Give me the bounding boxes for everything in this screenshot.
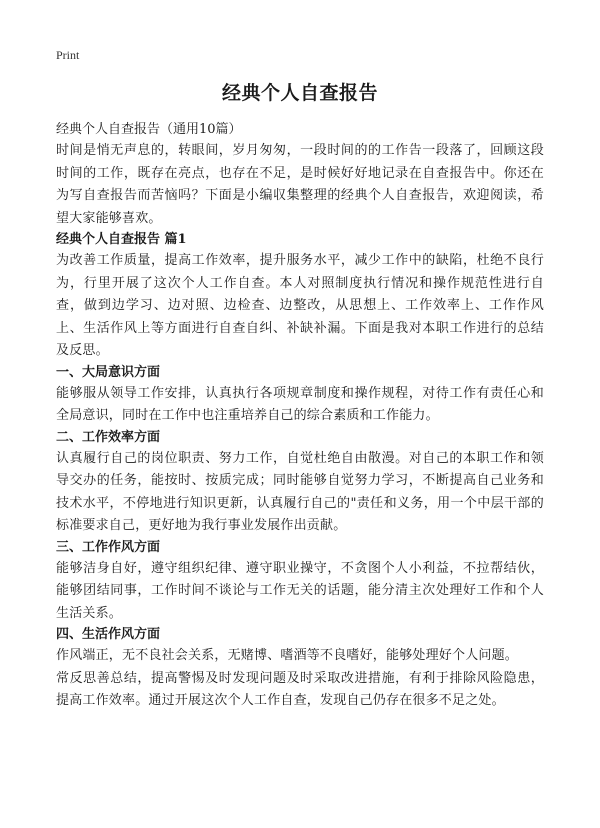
section-heading-big-picture: 一、大局意识方面 [56, 364, 161, 380]
section-paragraph: 能够洁身自好，遵守组织纪律、遵守职业操守，不贪图个人小利益，不拉帮结伙，能够团结同事，工作时间不谈论与工作无关的话题，能分清主次处理好工作和个人生活关系。 [56, 560, 544, 621]
article-lead-paragraph: 为改善工作质量，提高工作效率，提升服务水平，减少工作中的缺陷，杜绝不良行为，行里开展了这次个人工作自查。本人对照制度执行情况和操作规范性进行自查，做到边学习、边对照、边检查、边整改，从思想上、工作效率上、工作作风上、生活作风上等方面进行自查自纠、补缺补漏。下面是我对本职工作进行的总结及反思。 [56, 253, 544, 358]
section-paragraph: 作风端正，无不良社会关系，无赌博、嗜酒等不良嗜好，能够处理好个人问题。 [56, 648, 519, 663]
section-paragraph: 常反思善总结，提高警惕及时发现问题及时采取改进措施，有利于排除风险隐患，提高工作效率。通过开展这次个人工作自查，发现自己仍存在很多不足之处。 [56, 670, 544, 708]
section-heading-work-style: 三、工作作风方面 [56, 539, 161, 555]
print-link[interactable]: Print [56, 48, 80, 62]
section-heading-efficiency: 二、工作效率方面 [56, 429, 161, 445]
section-paragraph: 能够服从领导工作安排，认真执行各项规章制度和操作规程，对待工作有责任心和全局意识，同时在工作中也注重培养自己的综合素质和工作能力。 [56, 385, 544, 423]
article-heading: 经典个人自查报告 篇1 [56, 232, 187, 247]
section-paragraph: 认真履行自己的岗位职责、努力工作，自觉杜绝自由散漫。对自己的本职工作和领导交办的任务，能按时、按质完成；同时能够自觉努力学习，不断提高自己业务和技术水平，不停地进行知识更新，认真履行自己的"责任和义务，用一个中层干部的标准要求自己，更好地为我行事业发展作出贡献。 [56, 450, 544, 533]
page-title: 经典个人自查报告 [221, 82, 378, 104]
document-subtitle: 经典个人自查报告（通用10篇） [56, 122, 242, 137]
intro-paragraph: 时间是悄无声息的，转眼间，岁月匆匆，一段时间的的工作告一段落了，回顾这段时间的工作，既存在亮点，也存在不足，是时候好好地记录在自查报告中。你还在为写自查报告而苦恼吗？下面是小编収集整理的经典个人自查报告，欢迎阅读，希望大家能够喜欢。 [56, 143, 544, 226]
section-heading-life-style: 四、生活作风方面 [56, 627, 161, 642]
